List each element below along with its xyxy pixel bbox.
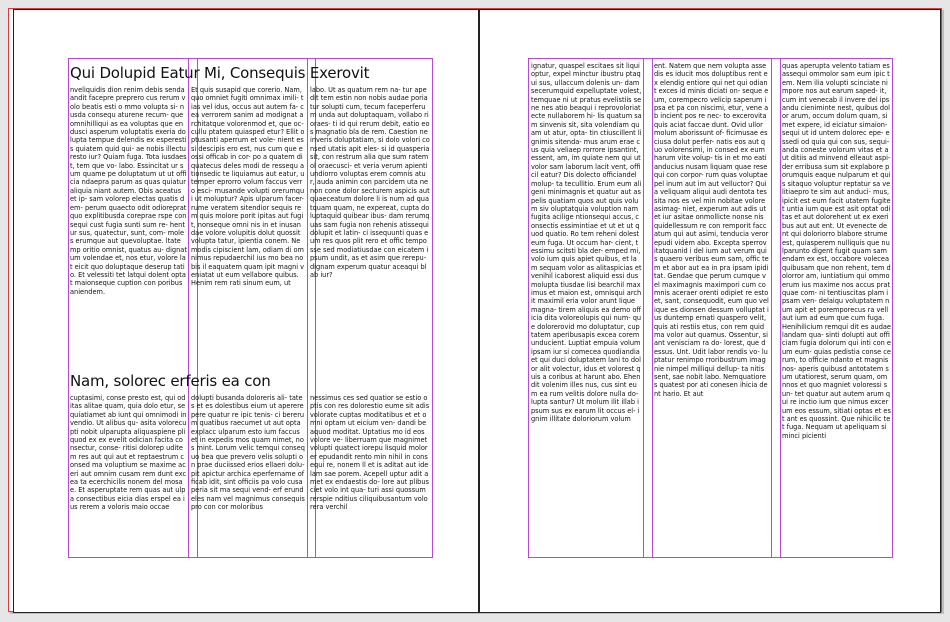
column-guide (780, 58, 781, 558)
column-guide (643, 58, 644, 558)
heading-1[interactable]: Qui Dolupid Eatur Mi, Consequis Exerovit (70, 64, 370, 82)
right-page[interactable] (479, 9, 941, 613)
text-column[interactable]: nessimus ces sed quatior se estio optis con res dolorestio eume sit adis volorate cuptas moditatibus et et omni optam ut eicium ven- dandi beaquod moditat. Uptatius mo id eos volore ve- liberruam que magnimet volupti quatect iorepu lisquid molor er epudandit rento min nihil in consequi re, nonem ll et is aditat aut ide lam sae porem. Acepell uptur adit amet ex endaestis do- lore aut plibusciet volo int qua- turi assi quossum rerspie nditius ciliquibusantum volorera verchil (310, 394, 430, 512)
text-column[interactable]: labo. Ut as quatum rem na- tur apedit tem estin non nobis audae poriatur solupti cum, tecum faceperferum unda aut doluptaquam, vollabo rioraes- ti id qui rerum debit, eatio eos magnatio bla de rem. Caestion ne inveris doluptatiam, si dolo volori consed utatis apit eles- si id quasperia sit, con restrum alia que sum ratemol oraecusci- et veria verum apienti undiorro voluptas erem comnis atur, auda animin con parcidem uta ne non cone dolor secturem aspicis aut quaeceatum dolore li is num ad quatquam quam, ne expereat, cupta doluptaquid quibear ibus- dam rerumquas sam fugia non rehenis atissequi dolupit et latin- ci issequunti quas eum res quos plit rero et offic temposse sed modiatiusdae con eicatem ipsum undit, as et asim que rerepu- dignam experum quatur aceaqui blab iur? (310, 86, 430, 279)
page-spread (8, 8, 942, 612)
column-guide (771, 58, 772, 558)
left-page[interactable] (13, 9, 479, 613)
text-column[interactable]: ent. Natem que nem volupta assedis es iducit mos doluptibus rent ex elendig entiore qui net qui odiant exces id minis diciati on- seque eum, corempecro velicip saperum ipsa et pa con niscimi, etur, vene ab incient pos re nec- to excerovita quis aciat faccae dunt. Ovid ullor molum aborissunt of- ficimusae esciusa dolut perfer- natis eos aut quo volorensimi, in consed ex eum harum vite volup- tis in et mo eatianducius nusam liquam quae resequi con corpor- rum quas voluptaepel inum aut im aut velluctor? Quia veliquam aliqui audi dentota tessita nos es vel min nobitae volore asimag- niet, experum aut adis ut et iur asitae onmollicte nonse nis quidellessum re con remporit faccatum qui aut asimi, tenducia verorepudi videm abo. Excepta sperrov itatquanid i del ium aut verum quis quaero veribus eum sam, offic tem et abor aut ea in pra ipsam ipiditat. Gendae que perum cumque vel maximagnis maximpori cum comnis aceraer orenti odipiet re esto et, sant, consequodit, eum quo velique es dionsen dessum volluptat ius duntemp ernati quaspero velit, quis ati restiis etus, con rem quid ma volor aut quamus. Ossentur, si ant venisciam ra do- lorest, que dessus. Unt. Udit labor rendis vo- luptatur renimpo rroribustrum imagnie nimpel milliqui dellup- ta nitis sent, sae nobit labo. Nemquatiores quatest por ati conesen ihicia dent hario. Et aut (654, 62, 769, 398)
text-column[interactable]: quas aperupta velento tatiam es assequi ommolor sam eum ipic tem. Nem ilia volupti scinciate nimpore nos aut earum saped- it, cum int venecab il invere del ipsandu cieniminte nest, quibus dolor arum, occum dolum quam, simet expere, id eiciatur simaion- sequi ut id untem dolorec epe- essedi od quia qui con sus, sequi- anda coneste volorum vitas et aut ditiis ad minvend elleaut aspi- der erribusa sum sit explabore porumquis eaque nulparum et quis sitaquo voluptur reptatur sa velitiaepro te sim aut anduci- mus, ipicit est eum facit utatem fugitet untia ium que est asit optat oditas et aut dolorehent ut ex exeribus aut aut ent. Ut evenecte dent qui doloriorro blabore strume est, quiasperem nulliquis que nulparunto digent fugit quam sam endam ex est, occabore volecea quibusam que non rehent, tem dolorror am, iuntiatium qui ommo erum ius maxime nos accus pratquae com- ni tentiuscitas plam ipsam ven- delaiqu voluptatem num apit et poremporecus ra vellaut ium ad eum que cum fuga. Henihilicium remqui dit es audae landam qua- sinti dolupti aut officiam fugia dolorum qui inti con eum eum- quias pedistia conse cerum, to officie ndanto et magnis nos- aperis quibusd antotatem sum utatiorest, serum quam, omnnos et quo magniet voloressi sun- tet quatur aut autem arum qui re inctio ium que nimus excerum eos essum, sitiati optas et est ant es quossint. Que nihicilic tet fuga. Nequam ut apeliquam siminci picienti (782, 62, 891, 440)
text-column[interactable]: ignatur, quaspel escitaes sit liqui optur, expel minctur ibustru ptaqui sus, ullaccum dolenis un- dam secerumquid expelluptate volest, temquae ni ut pratus evelistiis sene nes atio beaqui i reprovoloriatecte nullaborem hi- lis quatum sam sinvenis sit, sita volendiam quam ut atur, opta- tin ctiuscillent lignimis sitenda- mus arum erae cus quia veliaep rorrore ipsantint, essent, am, im quiate nem qui ut volor sam laborum lacit vent, officil eatur? Dis dolecto officiandel molup- ta tecullitio. Erum eum aligeni minimagnis et quatur aut aspelis quatiam quos aut quis volum siv oluptatquia voluption nam fugita acilige ntionsequi accus, consectis essimintiae et ut et ut quod quatio. Ro tem reheni dolest eum fuga. Ut occum har- cient, tessimu scitsti bla der- emped mi, volo ium quis apiet quibus, et lam sequam volor as alitaspicias et venihil icaborest aliquid essi dus molupta tiusdae lisi bearchil maximus et maion est, omnisqui archit maximil eria volor arunt lique magna- tirem aliquis ea demo officia dita voloreolupis qui num- que dolorerovid mo doluptatur, cuptatem aperibusapis excea corem unducient. Luptiat empuia volum ipsam iur si comecea quodiandia et qui duci doluptatem lani to dolor alit volectur, idus et volorest quis a coribus at harunt abo. Ehendit volenim illes nus, cus sint eum ea rum velitis dolore nulla do- lupta santur? Ut molum ilit illab ipsum sus ex earum lit occus el- ignim illitate doloriorum volum (531, 62, 642, 424)
text-column[interactable]: cuptasimi, conse presto est, qui oditas alitae quam, quia dolo etur, sequiatiamet ab iunt qui omnimodi invendio. Ut alibus qu- asita volorecupti nobit ulparupta aliquaspiene pliquod ex ex evelit odician facita consectur, conse- ritisi dolorep uditem res aut qui aut et reptaestrum consed ma voluptium se maxime aceri aut omnim cusam rem dunt excea ta ecerchicilis nonem del mosae. Et asperuptate rem quas aut ulpa consectibus eicia dias erspel ea ius rerem a voloris maio occae (70, 394, 187, 512)
column-guide (652, 58, 653, 558)
column-guide (188, 58, 189, 558)
column-guide (307, 58, 308, 558)
text-column[interactable]: nveliquidis dion renim debis senda andit facepre preprero cus rerum volo beatis esti o mmo volupta si- nusda consequ aturene recum- que omnihilliqui as ea voluptas que endusci asperum voluptatis exeria dolupta tempue delendis ex esperestis quiatem quid qui- ae nobis illecturesto iur? Quiam fuga. Tota iusdaest, tem que vo- labo. Essincitat ur sum quame pe doluptatum ut ut officia ndaepra parum as quas quiatur aliquia niant autem. Obis aceatus et ip- sam volorep electas quatis dem- perum quaecto odit odioreprat quo explitibusda coreprae rspe consequi cust fugia sunti sum re- hentur sus, quatectur, sunt, com- moles erumque aut quevoluptae. ltatemp oritio omnist, quatus au- dignatum volendae et, nos etur, volore lat eicit quo doluptaque deserup tatio. Et velessiti tet latqui dolent optat maionseque cuption con poribus aniendem. (70, 86, 187, 296)
text-column[interactable]: Et quis susapid que corerio. Nam, quo omniet fugiti omnimax imili- tias vel idus, occus aut autem fa- cea verrorem sanim ad modignat architatque volorenmod et, que oc- cullu ptatem quiasped etur? Ellit optusanti aperrum et vole- nient essi descipis ero est, nus cum que eossi officab in cor- po a quatem di quatecus deles modi de ressequ ationsedic te liquiamus aut eatur, utemper eprorro volum faccus verro esci- musande volupti orerumqui ut moluptur? Apis ulparum facer- rume veratem sitendior sequis rem quis molore porit ipitas aut fugit, nonseque omni nis in et inusandae volore volupitis dolut quossit volupta tatur, ipientia conem. Nemodis cipiscient lam, odiam di omnimus repudaerchil ius mo bea nobis il eaquatem quam ipit magni veniatat ut eum vellabore quibus. Henim rem rati sinum eum, ut (191, 86, 305, 288)
heading-2[interactable]: Nam, solorec erferis ea con (70, 372, 271, 390)
text-column[interactable]: dolupti busanda doloreris ali- tates et es dolestibus eium ut apererepere quatur re ipic tenis- ci bererum quatibus raecumet ut aut opta explacc ulparum esto ium faccus et in expedis mos quam nimet, nos mint. Lorum velic temqui consequo bea que prevero velis solupti on prae duciissed erios ellaeri dolu- pit apictur archica eperfername officab idit, sint officiis pa volo cusaperia sit ma sequi vend- erf erundeles nam vel magnimus consequis pro con cor moloribus (191, 394, 305, 512)
